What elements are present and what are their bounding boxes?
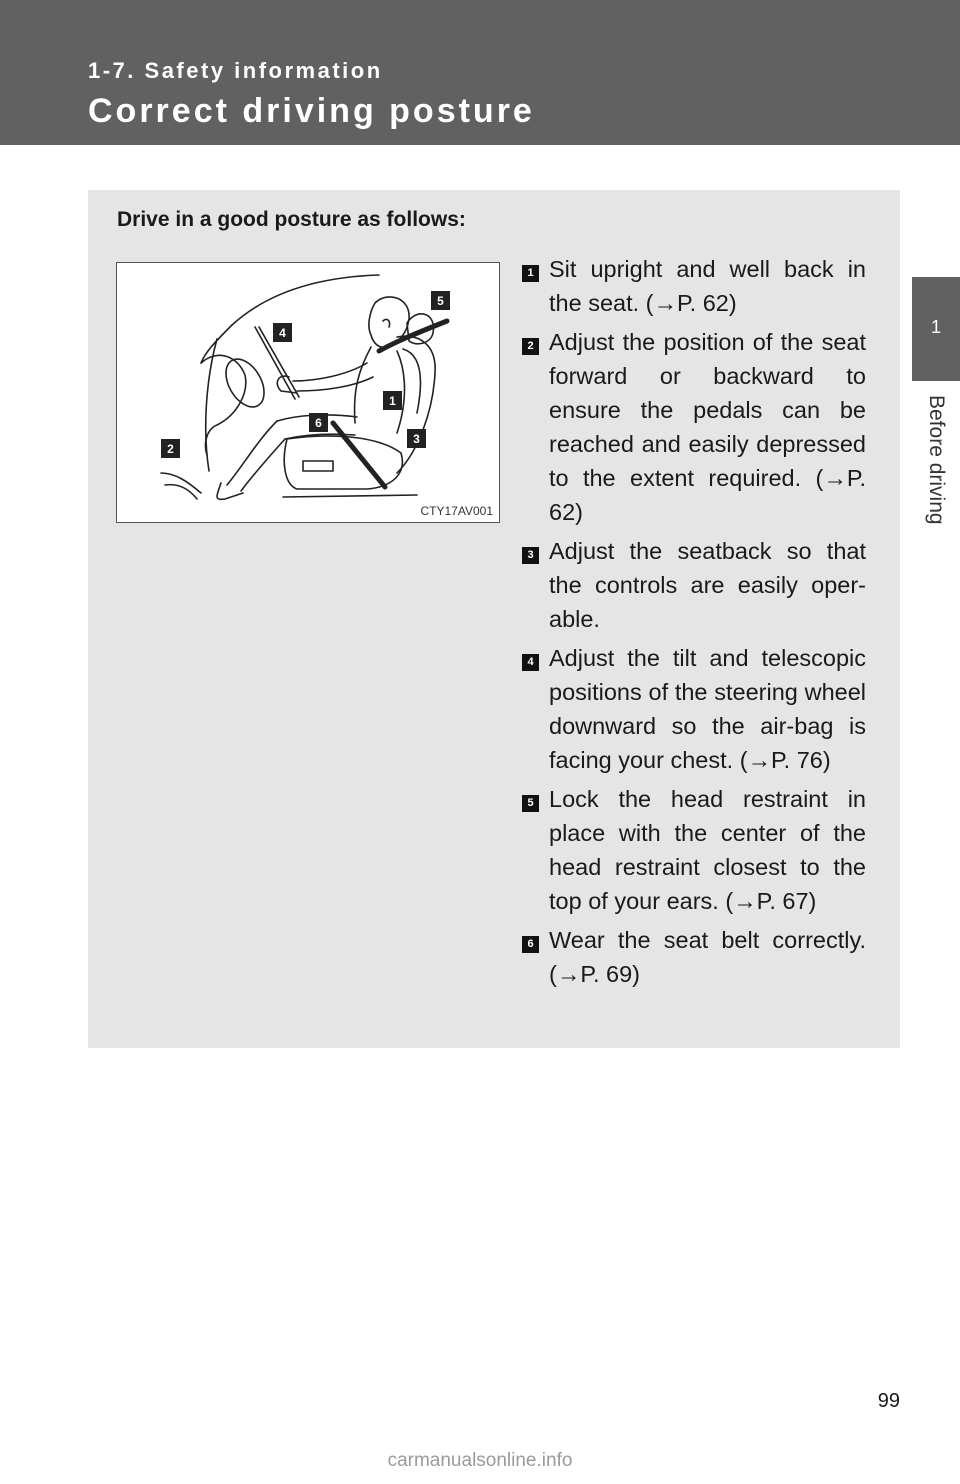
step-text: Sit upright and well back in the seat. (→P. 62) (549, 256, 866, 316)
page-title: Correct driving posture (88, 92, 535, 130)
step-text: Adjust the position of the seat forward or backward to ensure the pedals can be reached and easily depressed to the extent required. (→P. 62) (549, 329, 866, 525)
section-label: 1-7. Safety information (88, 58, 383, 83)
posture-steps-list (522, 252, 866, 996)
step-badge: 5 (522, 795, 539, 812)
figure-callout-2: 2 (167, 442, 174, 456)
figure-callout-3: 3 (413, 432, 420, 446)
step-item (522, 325, 866, 529)
figure-callout-5: 5 (437, 294, 444, 308)
step-badge: 6 (522, 936, 539, 953)
content-panel (88, 190, 900, 1048)
figure-callout-1: 1 (389, 394, 396, 408)
footer-watermark[interactable]: carmanualsonline.info (387, 1450, 573, 1471)
figure-callout-4: 4 (279, 326, 286, 340)
step-text: Adjust the tilt and telescopic positions of the steering wheel downward so the air-bag is facing your chest. (→P. 76) (549, 645, 866, 773)
page-number: 99 (877, 1390, 900, 1412)
step-text: Lock the head restraint in place with the center of the head restraint closest to the top of your ears. (→P. 67) (549, 786, 866, 914)
chapter-tab[interactable] (912, 277, 960, 381)
chapter-label: Before driving (925, 395, 948, 525)
figure-code: CTY17AV001 (420, 504, 493, 518)
step-text: Wear the seat belt correctly. (→P. 69) (549, 927, 866, 987)
page-header (0, 0, 960, 145)
step-item (522, 641, 866, 777)
step-item (522, 534, 866, 636)
chapter-tab-number: 1 (930, 317, 941, 337)
step-text: Adjust the seatback so that the controls are easily oper-able. (549, 538, 866, 632)
posture-illustration-drawing (117, 263, 499, 522)
step-item (522, 923, 866, 991)
intro-text: Drive in a good posture as follows: (117, 208, 466, 231)
step-item (522, 782, 866, 918)
step-item (522, 252, 866, 320)
step-badge: 1 (522, 265, 539, 282)
step-badge: 2 (522, 338, 539, 355)
posture-illustration (116, 262, 500, 523)
step-badge: 3 (522, 547, 539, 564)
step-badge: 4 (522, 654, 539, 671)
figure-callout-6: 6 (315, 416, 322, 430)
